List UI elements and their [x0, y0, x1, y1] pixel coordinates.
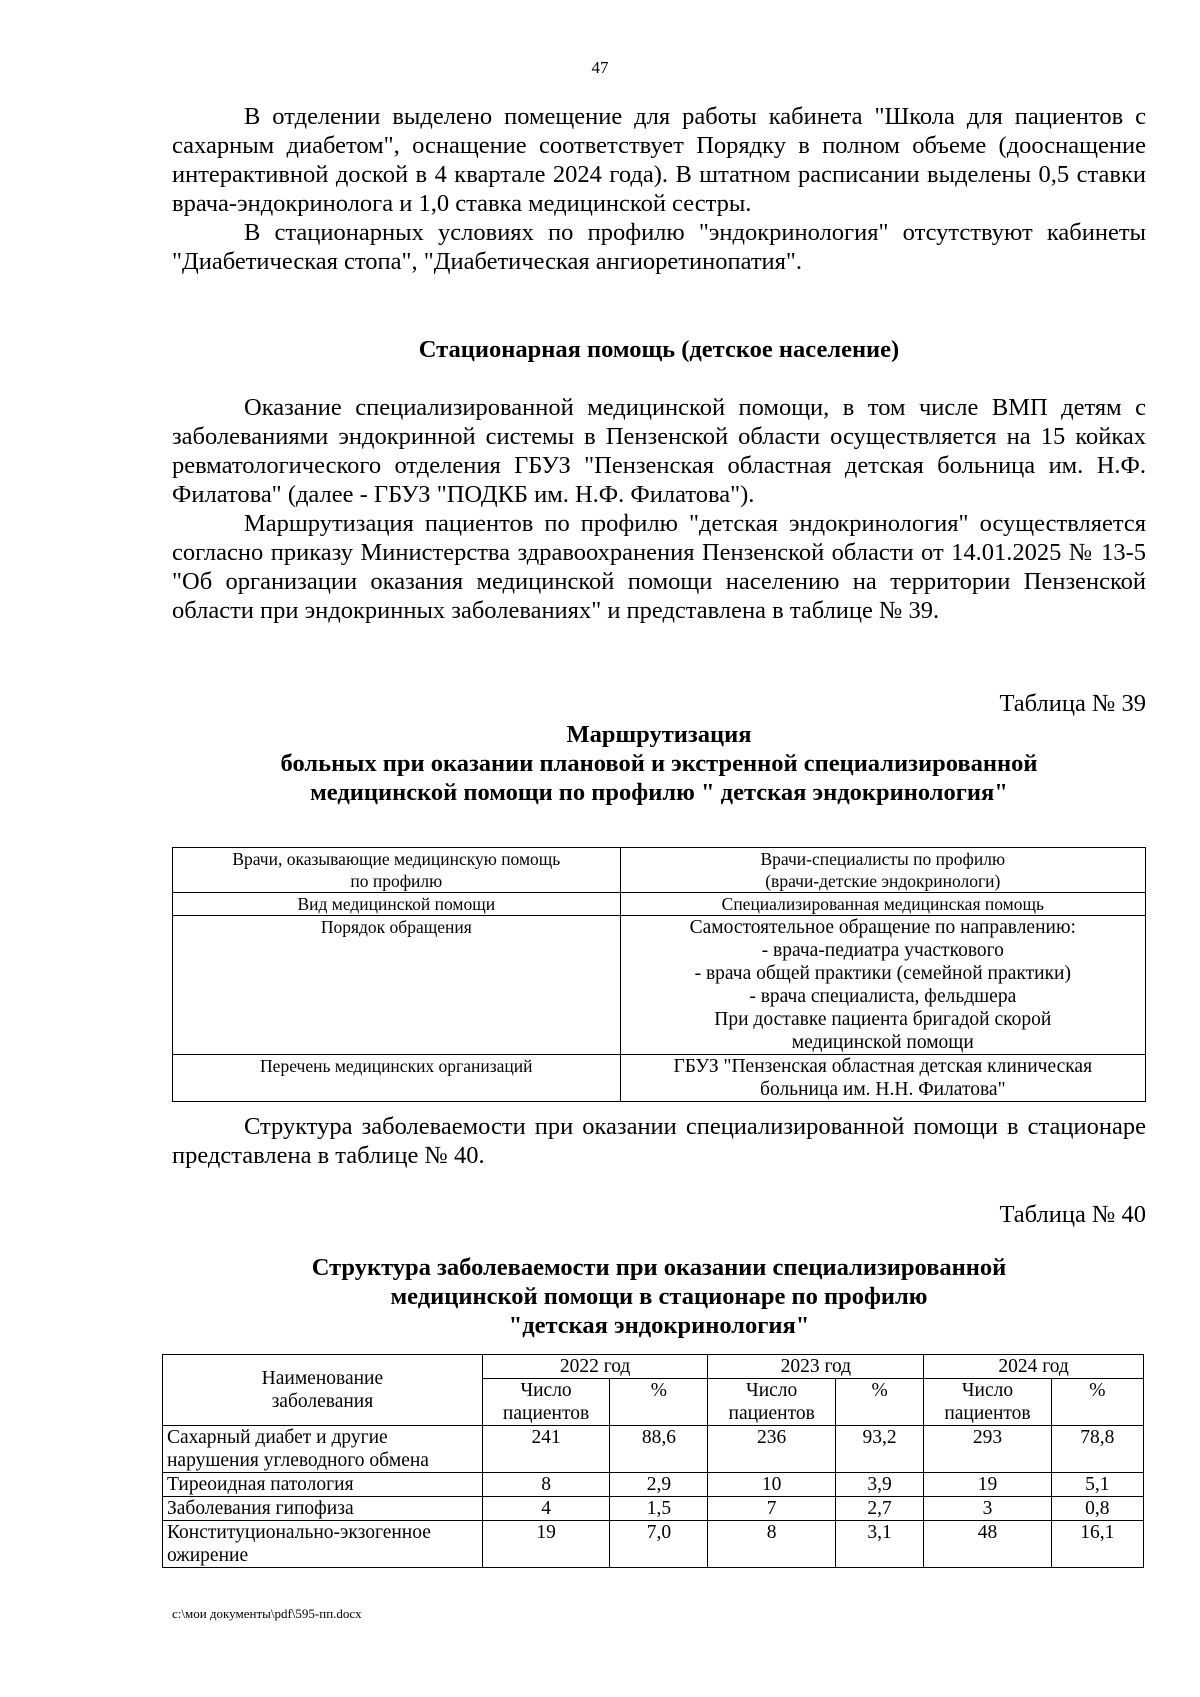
title-line: больных при оказании плановой и экстренной специализированной — [280, 750, 1038, 777]
table-cell: 3,1 — [835, 1521, 923, 1568]
section-heading: Стационарная помощь (детское население) — [418, 336, 900, 363]
header-cell: Число пациентов — [708, 1379, 836, 1426]
table-row — [163, 1497, 1144, 1521]
paragraph: В отделении выделено помещение для работы кабинета "Школа для пациентов с сахарным диабетом", оснащение соответствует Порядку в полном объеме (дооснащение интерактивной доской в 4 квартале 2024 года). В штатном расписании выделены 0,5 ставки врача-эндокринолога и 1,0 ставка медицинской сестры. — [172, 103, 1146, 217]
header-cell: % — [1051, 1379, 1143, 1426]
header-cell: Наименование заболевания — [163, 1355, 483, 1426]
table-cell: Перечень медицинских организаций — [173, 1055, 621, 1102]
table-cell: 78,8 — [1051, 1426, 1143, 1473]
table-39-title — [172, 720, 1146, 807]
table-cell: 19 — [482, 1521, 610, 1568]
table-cell: Вид медицинской помощи — [173, 893, 621, 916]
table-row — [173, 1055, 1146, 1102]
header-cell: Число пациентов — [482, 1379, 610, 1426]
table-39-label: Таблица № 39 — [999, 690, 1146, 717]
between-text — [172, 1112, 1146, 1170]
row-name: Сахарный диабет и другие нарушения углеводного обмена — [163, 1426, 483, 1473]
table-row — [163, 1473, 1144, 1497]
table-40-title — [172, 1253, 1146, 1340]
table-cell: Врачи-специалисты по профилю (врачи-детские эндокринологи) — [620, 848, 1145, 893]
table-cell: 3 — [924, 1497, 1052, 1521]
table-cell: Самостоятельное обращение по направлению: - врача-педиатра участкового - врача общей практики (семейной практики) - врача специалиста, фельдшера При доставке пациента бригадой скорой медицинской помощи — [620, 916, 1145, 1055]
intro-text — [172, 102, 1146, 276]
routing-table — [172, 847, 1146, 1102]
table-cell: 8 — [482, 1473, 610, 1497]
table-cell: Порядок обращения — [173, 916, 621, 1055]
title-line: Структура заболеваемости при оказании специализированной — [311, 1254, 1007, 1281]
table-cell: 7,0 — [610, 1521, 708, 1568]
table-cell: 2,9 — [610, 1473, 708, 1497]
paragraph: В стационарных условиях по профилю "эндокринология" отсутствуют кабинеты "Диабетическая стопа", "Диабетическая ангиоретинопатия". — [172, 219, 1146, 275]
year-header: 2024 год — [924, 1355, 1144, 1379]
table-cell: 236 — [708, 1426, 836, 1473]
table-cell: Врачи, оказывающие медицинскую помощь по профилю — [173, 848, 621, 893]
table-cell: 293 — [924, 1426, 1052, 1473]
table-row — [163, 1521, 1144, 1568]
table-row — [173, 893, 1146, 916]
year-header: 2023 год — [708, 1355, 924, 1379]
table-cell: 3,9 — [835, 1473, 923, 1497]
title-line: Маршрутизация — [566, 721, 752, 748]
morbidity-table — [162, 1354, 1144, 1568]
header-cell: % — [610, 1379, 708, 1426]
table-cell: 8 — [708, 1521, 836, 1568]
header-cell: Число пациентов — [924, 1379, 1052, 1426]
table-header-row — [163, 1355, 1144, 1379]
table-cell: 4 — [482, 1497, 610, 1521]
paragraph: Маршрутизация пациентов по профилю "детская эндокринология" осуществляется согласно приказу Министерства здравоохранения Пензенской области от 14.01.2025 № 13-5 "Об организации оказания медицинской помощи населению на территории Пензенской области при эндокринных заболеваниях" и представлена в таблице № 39. — [172, 510, 1146, 624]
table-row — [173, 916, 1146, 1055]
table-cell: 88,6 — [610, 1426, 708, 1473]
table-row — [163, 1426, 1144, 1473]
title-line: "детская эндокринология" — [508, 1312, 810, 1339]
row-name: Тиреоидная патология — [163, 1473, 483, 1497]
paragraph: Структура заболеваемости при оказании специализированной помощи в стационаре представлена в таблице № 40. — [172, 1113, 1146, 1169]
year-header: 2022 год — [482, 1355, 708, 1379]
title-line: медицинской помощи по профилю " детская эндокринология" — [310, 779, 1008, 806]
row-name: Заболевания гипофиза — [163, 1497, 483, 1521]
table-cell: Специализированная медицинская помощь — [620, 893, 1145, 916]
table-cell: 48 — [924, 1521, 1052, 1568]
table-cell: 1,5 — [610, 1497, 708, 1521]
paragraph: Оказание специализированной медицинской помощи, в том числе ВМП детям с заболеваниями эндокринной системы в Пензенской области осуществляется на 15 койках ревматологического отделения ГБУЗ "Пензенская областная детская больница им. Н.Ф. Филатова" (далее - ГБУЗ "ПОДКБ им. Н.Ф. Филатова"). — [172, 394, 1146, 508]
table-cell: 93,2 — [835, 1426, 923, 1473]
title-line: медицинской помощи в стационаре по профилю — [390, 1283, 928, 1310]
table-cell: 16,1 — [1051, 1521, 1143, 1568]
table-cell: ГБУЗ "Пензенская областная детская клиническая больница им. Н.Н. Филатова" — [620, 1055, 1145, 1102]
table-40-label: Таблица № 40 — [999, 1201, 1146, 1228]
table-cell: 7 — [708, 1497, 836, 1521]
table-cell: 19 — [924, 1473, 1052, 1497]
table-row — [173, 848, 1146, 893]
table-cell: 10 — [708, 1473, 836, 1497]
row-name: Конституционально-экзогенное ожирение — [163, 1521, 483, 1568]
table-cell: 2,7 — [835, 1497, 923, 1521]
file-path-footer: c:\мои документы\pdf\595-пп.docx — [172, 1606, 362, 1621]
page-number: 47 — [591, 58, 609, 77]
table-cell: 241 — [482, 1426, 610, 1473]
header-cell: % — [835, 1379, 923, 1426]
table-cell: 5,1 — [1051, 1473, 1143, 1497]
table-cell: 0,8 — [1051, 1497, 1143, 1521]
section-text — [172, 393, 1146, 625]
